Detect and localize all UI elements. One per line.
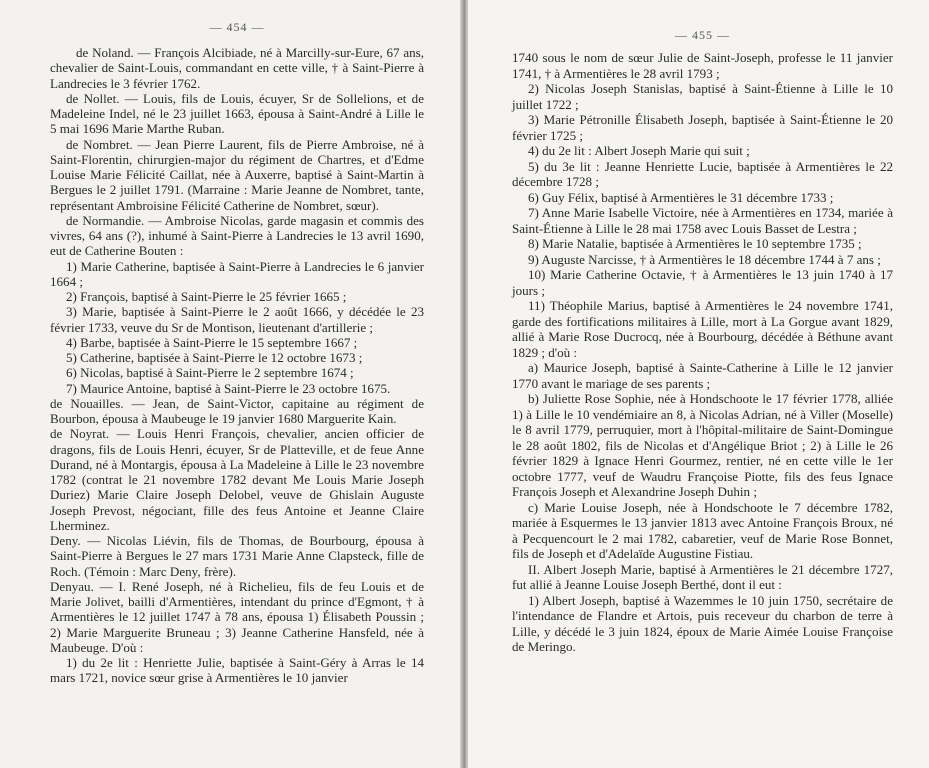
paragraph: 5) Catherine, baptisée à Saint-Pierre le 12 octobre 1673 ; [66,350,363,365]
paragraph: 1) du 2e lit : Henriette Julie, baptisée à Saint-Géry à Arras le 14 mars 1721, novice sœur grise à Armentières le 10 janvier [50,655,424,686]
right-page [468,0,929,768]
paragraph: Deny. — Nicolas Liévin, fils de Thomas, de Bourbourg, épousa à Saint-Pierre à Bergues le 27 mars 1731 Marie Anne Clapsteck, fille de Roch. (Témoin : Marc Deny, frère). [50,533,424,579]
paragraph: c) Marie Louise Joseph, née à Hondschoote le 7 décembre 1782, mariée à Esquermes le 13 janvier 1813 avec Antoine François Broux, né à Pecquencourt le 2 mai 1782, cabaretier, veuf de Marie Rose Bonnet, fils de Joseph et d'Adelaïde Augustine Fistiau. [512,499,893,561]
paragraph: de Nollet. — Louis, fils de Louis, écuyer, Sr de Sollelions, et de Madeleine Indel, né le 23 juillet 1663, épousa à Saint-André à Lille le 5 mai 1696 Marie Marthe Ruban. [50,90,424,137]
left-text-column [50,45,424,686]
paragraph: 2) Nicolas Joseph Stanislas, baptisé à Saint-Étienne à Lille le 10 juillet 1722 ; [512,81,893,112]
paragraph: 6) Guy Félix, baptisé à Armentières le 31 décembre 1733 ; [528,189,834,205]
paragraph: 7) Maurice Antoine, baptisé à Saint-Pierre le 23 octobre 1675. [66,380,391,396]
paragraph: 3) Marie Pétronille Élisabeth Joseph, baptisée à Saint-Étienne le 20 février 1725 ; [512,112,893,143]
paragraph: de Noyrat. — Louis Henri François, chevalier, ancien officier de dragons, fils de Louis Henri, écuyer, Sr de Platteville, et de feue Anne Durand, né à Montargis, épousa à La Madeleine à Lille le 23 novembre 1782 (contrat le 21 novembre 1782 devant Me Louis Marie Joseph Duriez) Marie Claire Joseph Delobel, veuve de Ghislain Auguste Joseph Prevost, négociant, fille des feus Antoine et Jeanne Claire Lherminez. [50,426,424,533]
paragraph: de Nombret. — Jean Pierre Laurent, fils de Pierre Ambroise, né à Saint-Florentin, chirurgien-major du régiment de Chartres, et d'Edme Louise Marie Félicité Caillat, née à Auxerre, baptisé à Saint-Martin à Bergues le 2 juillet 1791. (Marraine : Marie Jeanne de Nombret, tante, représentant Ambroisine Félicité Catherine de Nombret, sœur). [50,136,424,213]
paragraph: Denyau. — I. René Joseph, né à Richelieu, fils de feu Louis et de Marie Jolivet, bailli d'Armentières, intendant du prince d'Egmont, † à Armentières le 12 juillet 1747 à 78 ans, épousa 1) Élisabeth Poussin ; 2) Marie Marguerite Bruneau ; 3) Jeanne Catherine Hansfeld, née à Maubeuge. D'où : [50,578,424,655]
paragraph: 8) Marie Natalie, baptisée à Armentières le 10 septembre 1735 ; [528,236,862,251]
paragraph: 6) Nicolas, baptisé à Saint-Pierre le 2 septembre 1674 ; [66,365,354,381]
paragraph: 9) Auguste Narcisse, † à Armentières le 18 décembre 1744 à 7 ans ; [528,251,881,267]
paragraph: 1) Marie Catherine, baptisée à Saint-Pierre à Landrecies le 6 janvier 1664 ; [50,258,424,289]
paragraph: 5) du 3e lit : Jeanne Henriette Lucie, baptisée à Armentières le 22 décembre 1728 ; [512,158,893,189]
paragraph: 4) Barbe, baptisée à Saint-Pierre le 15 septembre 1667 ; [66,334,358,350]
paragraph: 4) du 2e lit : Albert Joseph Marie qui suit ; [528,143,750,158]
paragraph: II. Albert Joseph Marie, baptisé à Armentières le 21 décembre 1727, fut allié à Jeanne Louise Joseph Berthé, dont il eut : [512,561,893,592]
paragraph: b) Juliette Rose Sophie, née à Hondschoote le 17 février 1778, alliée 1) à Lille le 10 vendémiaire an 8, à Nicolas Adrian, né à Viller (Moselle) le 8 avril 1779, perruquier, mort à l'hôpital-militaire de Saint-Domingue le 28 août 1802, fils de Nicolas et d'Angélique Briot ; 2) à Lille le 26 février 1829 à Ignace Henri Gourmez, rentier, né en cette ville le 1er octobre 1777, veuf de Waudru Françoise Piotte, fils des feus Ignace François Joseph et Alexandrine Joseph Duhin ; [512,391,893,499]
page-number: — 455 — [675,28,730,42]
paragraph: de Normandie. — Ambroise Nicolas, garde magasin et commis des vivres, 64 ans (?), inhumé à Saint-Pierre à Landrecies le 13 avril 1690, eut de Catherine Bouten : [50,212,424,259]
paragraph: 1740 sous le nom de sœur Julie de Saint-Joseph, professe le 11 janvier 1741, † à Armentières le 28 avril 1793 ; [512,50,893,81]
page-number: — 454 — [209,20,265,34]
paragraph: 2) François, baptisé à Saint-Pierre le 25 février 1665 ; [66,289,347,304]
right-text-column [512,50,893,655]
paragraph: a) Maurice Joseph, baptisé à Sainte-Catherine à Lille le 12 janvier 1770 avant le mariage de ses parents ; [512,360,893,391]
paragraph: 7) Anne Marie Isabelle Victoire, née à Armentières en 1734, mariée à Saint-Étienne à Lille le 28 mai 1758 avec Louis Basset de Lestra ; [512,205,893,236]
paragraph: de Noland. — François Alcibiade, né à Marcilly-sur-Eure, 67 ans, chevalier de Saint-Louis, commandant en cette ville, † à Saint-Pierre à Landrecies le 3 février 1762. [50,45,424,91]
paragraph: 11) Théophile Marius, baptisé à Armentières le 24 novembre 1741, garde des fortifications militaires à Lille, mort à La Gorgue avant 1829, allié à Marie Rose Ducrocq, née à Bourbourg, décédée à Béthune avant 1829 ; d'où : [512,298,893,360]
paragraph: 1) Albert Joseph, baptisé à Wazemmes le 10 juin 1750, secrétaire de l'intendance de Flandre et Artois, puis receveur du charbon de terre à Lille, y décédé le 3 juin 1824, époux de Marie Aimée Louise Françoise de Meringo. [512,592,893,654]
paragraph: 10) Marie Catherine Octavie, † à Armentières le 13 juin 1740 à 17 jours ; [512,267,893,298]
paragraph: 3) Marie, baptisée à Saint-Pierre le 2 août 1666, y décédée le 23 février 1733, veuve du Sr de Montison, lieutenant d'artillerie ; [50,304,424,335]
paragraph: de Nouailles. — Jean, de Saint-Victor, capitaine au régiment de Bourbon, épousa à Maubeuge le 19 janvier 1680 Marguerite Kain. [50,395,424,426]
left-page [0,0,462,768]
